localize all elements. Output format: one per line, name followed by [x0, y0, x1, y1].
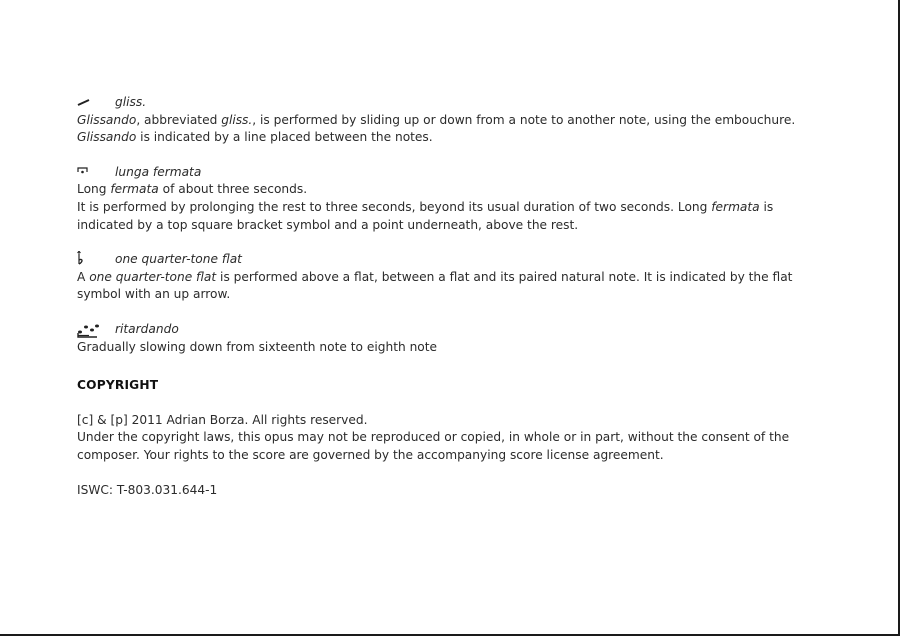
entry-term: gliss.: [115, 95, 147, 109]
notation-entry-lunga-fermata: [77, 164, 822, 234]
text-run: is indicated by a top square bracket symbol and a point underneath, above the rest.: [77, 199, 774, 232]
entry-description-line: Gradually slowing down from sixteenth note to eighth note: [77, 339, 438, 354]
entry-term: one quarter-tone flat: [115, 252, 242, 267]
entry-description-line: [77, 112, 822, 130]
text-run: of about three seconds.: [158, 182, 308, 197]
italic-term: Glissando: [77, 130, 137, 145]
document-content: [77, 94, 822, 499]
copyright-section: [77, 377, 822, 499]
text-run: , abbreviated: [136, 112, 222, 127]
italic-term: fermata: [711, 199, 760, 214]
entry-description-line: [77, 269, 822, 304]
entry-description-line: [77, 129, 822, 147]
entry-heading: [77, 321, 822, 339]
italic-term: gliss.: [221, 112, 253, 127]
entry-heading: [77, 164, 822, 182]
copyright-notice: [c] & [p] 2011 Adrian Borza. All rights reserved.: [77, 412, 368, 427]
text-run: It is performed by prolonging the rest to three seconds, beyond its usual duration of two seconds. Long: [77, 199, 712, 214]
text-run: Long: [77, 182, 111, 197]
entry-term: ritardando: [115, 321, 179, 336]
entry-heading: [77, 251, 822, 269]
italic-term: one quarter-tone flat: [89, 269, 217, 284]
italic-term: Glissando: [77, 112, 137, 127]
ritardando-notes-icon: [77, 321, 107, 338]
text-run: is performed above a flat, between a flat and its paired natural note. It is indicated by the flat symbol with an up arrow.: [77, 269, 793, 302]
italic-term: fermata: [110, 182, 159, 197]
text-run: A: [77, 269, 90, 284]
copyright-terms: Under the copyright laws, this opus may not be reproduced or copied, in whole or in part, without the consent of the composer. Your rights to the score are governed by the accompanying score license agreement.: [77, 430, 790, 462]
entry-description-line: [77, 199, 822, 234]
entry-heading: [77, 94, 822, 112]
copyright-heading: COPYRIGHT: [77, 378, 159, 393]
text-run: , is performed by sliding up or down from a note to another note, using the embouchure.: [252, 112, 796, 127]
glissando-line-icon: [77, 94, 107, 111]
notation-entry-quarter-tone-flat: [77, 251, 822, 304]
text-run: is indicated by a line placed between the notes.: [136, 130, 433, 145]
notation-entry-glissando: [77, 94, 822, 147]
entry-term: lunga fermata: [115, 164, 202, 179]
entry-description-line: [77, 181, 822, 199]
lunga-fermata-icon: [77, 164, 107, 181]
iswc-code: ISWC: T-803.031.644-1: [77, 482, 218, 497]
notation-entry-ritardando: [77, 321, 822, 356]
quarter-tone-flat-icon: [77, 251, 107, 268]
